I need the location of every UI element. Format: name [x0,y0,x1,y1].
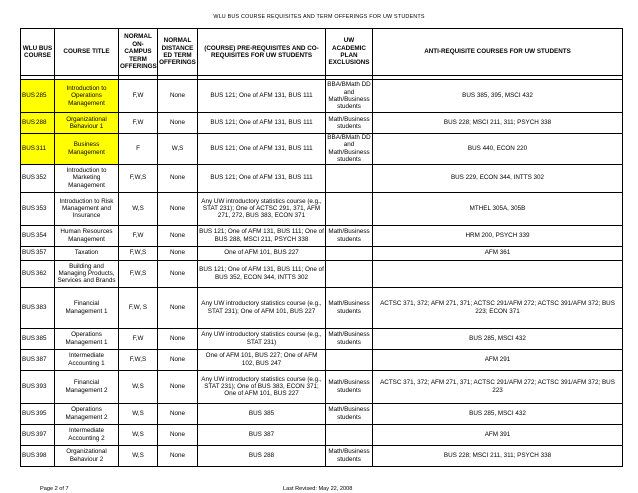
antirequisite-cell: ACTSC 371, 372; AFM 271, 371; ACTSC 291/AFM 272; ACTSC 391/AFM 372; BUS 223 [373,370,623,403]
on-campus-cell: F,W,S [119,349,158,370]
exclusion-cell: BBA/BMath DD and Math/Business students [327,134,371,164]
table-body [21,80,623,467]
course-code-cell [21,445,55,466]
course-subject: BUS [22,249,35,257]
antirequisite-cell: BUS 385, 395, MSCI 432 [373,80,623,113]
course-number: 354 [35,231,47,239]
prerequisite-cell: BUS 288 [198,445,326,466]
course-title-cell: Business Management [55,134,119,165]
exclusion-cell: Math/Business students [326,113,373,134]
antirequisite-cell: BUS 228; MSCI 211, 311; PSYCH 338 [373,113,623,134]
prerequisite-cell: Any UW introductory statistics course (e.g., STAT 231); One of ACTSC 291, 371, AFM 271, 272, BUS 383, ECON 371 [198,192,326,225]
distance-cell: None [158,445,198,466]
on-campus-cell: F [119,134,158,165]
course-subject: BUS [22,92,35,100]
table-row [21,260,623,287]
course-code-cell [21,225,55,246]
course-number: 352 [35,174,47,182]
on-campus-cell: W,S [119,424,158,445]
course-number: 383 [35,303,47,311]
on-campus-cell: F,W, S [119,287,158,328]
exclusion-cell [326,424,373,445]
course-subject: BUS [22,451,35,459]
course-code-cell [21,287,55,328]
last-revised: Last Revised: May 22, 2008 [283,486,353,492]
prerequisite-cell: BUS 121; One of AFM 131, BUS 111; One of BUS 288, MSCI 211, PSYCH 338 [198,225,326,246]
course-subject: BUS [22,409,35,417]
course-title-cell: Financial Management 2 [55,370,119,403]
prerequisite-cell: One of AFM 101, BUS 227; One of AFM 102, BUS 247 [198,349,326,370]
on-campus-cell: F,W,S [119,260,158,287]
course-title-cell: Introduction to Operations Management [55,80,119,113]
requisites-table [20,28,623,467]
prerequisite-cell: One of AFM 101, BUS 227 [198,246,326,260]
course-title-cell: Operations Management 2 [55,403,119,424]
antirequisite-cell: ACTSC 371, 372; AFM 271, 371; ACTSC 291/AFM 272; ACTSC 391/AFM 372; BUS 223; ECON 371 [373,287,623,328]
prerequisite-cell: BUS 121; One of AFM 131, BUS 111 [198,134,326,165]
course-subject: BUS [22,303,35,311]
course-code-cell [21,349,55,370]
course-number: 288 [35,119,47,127]
table-row [21,445,623,466]
course-number: 362 [35,269,47,277]
distance-cell: None [158,370,198,403]
on-campus-cell: W,S [119,445,158,466]
distance-cell: None [158,260,198,287]
antirequisite-cell: BUS 285, MSCI 432 [373,328,623,349]
course-subject: BUS [22,204,35,212]
course-number: 311 [35,145,46,153]
table-row [21,403,623,424]
course-title-cell: Operations Management 1 [55,328,119,349]
header-plan-exclusions: UW ACADEMIC PLAN EXCLUSIONS [326,29,373,76]
on-campus-cell: F,W [119,328,158,349]
course-title-cell: Organizational Behaviour 2 [55,445,119,466]
header-prerequisites: (COURSE) PRE-REQUISITES AND CO-REQUISITES FOR UW STUDENTS [198,29,326,76]
course-subject: BUS [22,269,35,277]
course-code-cell [21,403,55,424]
course-code-cell [21,424,55,445]
on-campus-cell: F,W,S [119,164,158,192]
course-number: 353 [35,204,47,212]
exclusion-cell [326,349,373,370]
course-number: 387 [35,355,47,363]
prerequisite-cell: BUS 385 [198,403,326,424]
table-row [21,164,623,192]
course-subject: BUS [22,119,35,127]
page-title: WLU BUS COURSE REQUISITES AND TERM OFFERINGS FOR UW STUDENTS [213,14,425,20]
distance-cell: None [158,225,198,246]
antirequisite-cell: AFM 361 [373,246,623,260]
on-campus-cell: F,W,S [119,246,158,260]
course-title-cell: Organizational Behaviour 1 [55,113,119,134]
table-row [21,192,623,225]
on-campus-cell: F,W [119,80,158,113]
distance-cell: None [158,192,198,225]
antirequisite-cell: HRM 200, PSYCH 339 [373,225,623,246]
exclusion-cell: Math/Business students [326,370,373,403]
antirequisite-cell: BUS 229, ECON 344, INTTS 302 [373,164,623,192]
distance-cell: None [158,328,198,349]
exclusion-cell: Math/Business students [326,287,373,328]
on-campus-cell: W,S [119,370,158,403]
course-code-cell [21,113,55,134]
course-number: 393 [35,382,47,390]
prerequisite-cell: BUS 121; One of AFM 131, BUS 111 [198,113,326,134]
table-row [21,113,623,134]
on-campus-cell: F,W [119,113,158,134]
antirequisite-cell [373,260,623,287]
course-subject: BUS [22,174,35,182]
course-title-cell: Human Resources Management [55,225,119,246]
antirequisite-cell: AFM 291 [373,349,623,370]
course-code-cell [21,370,55,403]
prerequisite-cell: BUS 121; One of AFM 131, BUS 111 [198,80,326,113]
prerequisite-cell: Any UW introductory statistics course (e.g., STAT 231); One of BUS 383, ECON 371; One of AFM 101, BUS 227 [198,370,326,403]
on-campus-cell: W,S [119,403,158,424]
course-number: 397 [35,430,47,438]
exclusion-cell [326,246,373,260]
exclusion-cell: BBA/BMath DD and Math/Business students [326,80,373,113]
course-code-cell [21,246,55,260]
course-subject: BUS [22,231,35,239]
antirequisite-cell: BUS 440, ECON 220 [373,134,623,165]
course-code-cell [21,328,55,349]
course-code-cell [21,80,55,113]
distance-cell: None [158,349,198,370]
course-title-cell: Building and Managing Products, Services and Brands [55,260,119,287]
course-subject: BUS [22,355,35,363]
antirequisite-cell: AFM 391 [373,424,623,445]
table-row [21,80,623,113]
course-subject: BUS [22,430,35,438]
exclusion-cell: Math/Business students [326,403,373,424]
table-row [21,370,623,403]
table-row [21,424,623,445]
course-code-cell [21,192,55,225]
prerequisite-cell: BUS 121; One of AFM 131, BUS 111 [198,164,326,192]
distance-cell: None [158,403,198,424]
course-title-cell: Intermediate Accounting 1 [55,349,119,370]
page-number: Page 2 of 7 [40,486,69,492]
course-number: 285 [35,92,47,100]
distance-cell: None [158,287,198,328]
table-row [21,246,623,260]
course-code-cell [21,260,55,287]
course-title-cell: Taxation [55,246,119,260]
antirequisite-cell: BUS 228; MSCI 211, 311; PSYCH 338 [373,445,623,466]
exclusion-cell [326,164,373,192]
header-distance-offerings: NORMAL DISTANCE ED TERM OFFERINGS [158,29,198,76]
exclusion-cell [326,260,373,287]
on-campus-cell: W,S [119,192,158,225]
header-course-title: COURSE TITLE [55,29,119,76]
distance-cell: None [158,80,198,113]
course-title-cell: Intermediate Accounting 2 [55,424,119,445]
table-row [21,287,623,328]
course-number: 395 [35,409,47,417]
course-number: 385 [35,334,47,342]
on-campus-cell: F,W [119,225,158,246]
header-antirequisites: ANTI-REQUISITE COURSES FOR UW STUDENTS [373,29,623,76]
table-row [21,349,623,370]
table-row [21,134,623,165]
distance-cell: None [158,113,198,134]
distance-cell: None [158,424,198,445]
course-number: 398 [35,451,47,459]
course-code-cell [21,134,55,165]
antirequisite-cell: BUS 285, MSCI 432 [373,403,623,424]
exclusion-cell: Math/Business students [326,328,373,349]
exclusion-cell: Math/Business students [326,445,373,466]
table-row [21,328,623,349]
prerequisite-cell: BUS 121; One of AFM 131, BUS 111; One of BUS 352, ECON 344, INTTS 302 [198,260,326,287]
course-subject: BUS [22,334,35,342]
course-title-cell: Introduction to Risk Management and Insurance [55,192,119,225]
antirequisite-cell: MTHEL 305A, 305B [373,192,623,225]
header-on-campus-offerings: NORMAL ON-CAMPUS TERM OFFERINGS [119,29,158,76]
header-course: WLU BUS COURSE [21,29,55,76]
course-code-cell [21,164,55,192]
table-row [21,225,623,246]
prerequisite-cell: Any UW introductory statistics course (e.g., STAT 231) [198,328,326,349]
distance-cell: None [158,164,198,192]
course-title-cell: Financial Management 1 [55,287,119,328]
course-number: 357 [35,249,47,257]
prerequisite-cell: Any UW introductory statistics course (e.g., STAT 231); One of AFM 101, BUS 227 [198,287,326,328]
exclusion-cell [326,192,373,225]
distance-cell: None [158,246,198,260]
header-row [21,29,623,76]
distance-cell: W,S [158,134,198,165]
course-subject: BUS [22,382,35,390]
course-subject: BUS [22,145,35,153]
prerequisite-cell: BUS 387 [198,424,326,445]
exclusion-cell: Math/Business students [326,225,373,246]
course-title-cell: Introduction to Marketing Management [55,164,119,192]
